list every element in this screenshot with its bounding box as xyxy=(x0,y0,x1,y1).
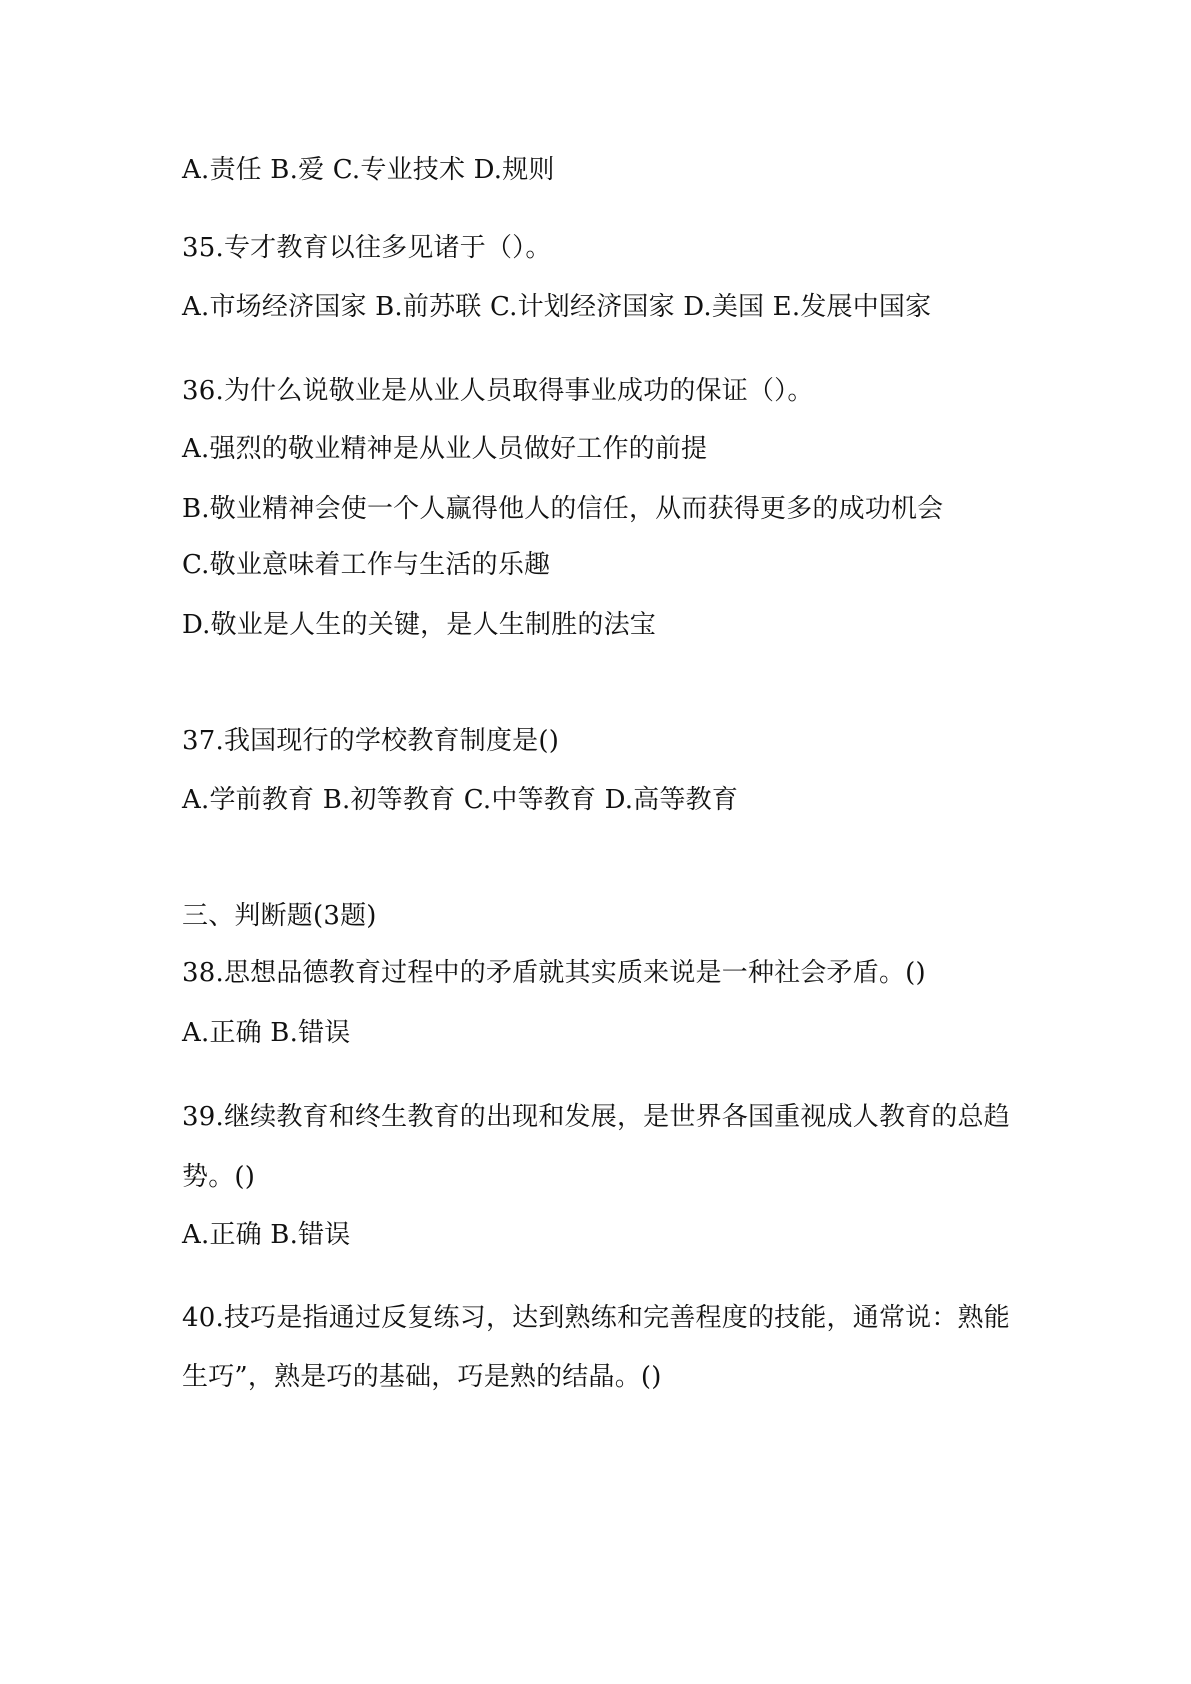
q37-question: 37.我国现行的学校教育制度是() xyxy=(182,726,560,756)
q36-option-a: A.强烈的敬业精神是从业人员做好工作的前提 xyxy=(182,434,708,464)
q36-option-d: D.敬业是人生的关键，是人生制胜的法宝 xyxy=(182,610,656,640)
q34-options: A.责任 B.爱 C.专业技术 D.规则 xyxy=(182,155,555,185)
q36-question: 36.为什么说敬业是从业人员取得事业成功的保证（）。 xyxy=(182,376,814,406)
q39-question-line-1: 39.继续教育和终生教育的出现和发展，是世界各国重视成人教育的总趋 xyxy=(182,1102,1010,1132)
q37-options: A.学前教育 B.初等教育 C.中等教育 D.高等教育 xyxy=(182,785,739,815)
q39-options: A.正确 B.错误 xyxy=(182,1220,351,1250)
q35-options: A.市场经济国家 B.前苏联 C.计划经济国家 D.美国 E.发展中国家 xyxy=(182,292,932,322)
section-heading: 三、判断题(3题) xyxy=(182,901,377,931)
q38-options: A.正确 B.错误 xyxy=(182,1018,351,1048)
q40-question-line-1: 40.技巧是指通过反复练习，达到熟练和完善程度的技能，通常说：熟能 xyxy=(182,1303,1010,1333)
q39-question-line-2: 势。() xyxy=(182,1162,256,1192)
q38-question: 38.思想品德教育过程中的矛盾就其实质来说是一种社会矛盾。() xyxy=(182,958,926,988)
q40-question-line-2: 生巧”，熟是巧的基础，巧是熟的结晶。() xyxy=(182,1362,662,1392)
q36-option-b: B.敬业精神会使一个人赢得他人的信任，从而获得更多的成功机会 xyxy=(182,494,944,524)
q35-question: 35.专才教育以往多见诸于（）。 xyxy=(182,233,552,263)
q36-option-c: C.敬业意味着工作与生活的乐趣 xyxy=(182,550,551,580)
